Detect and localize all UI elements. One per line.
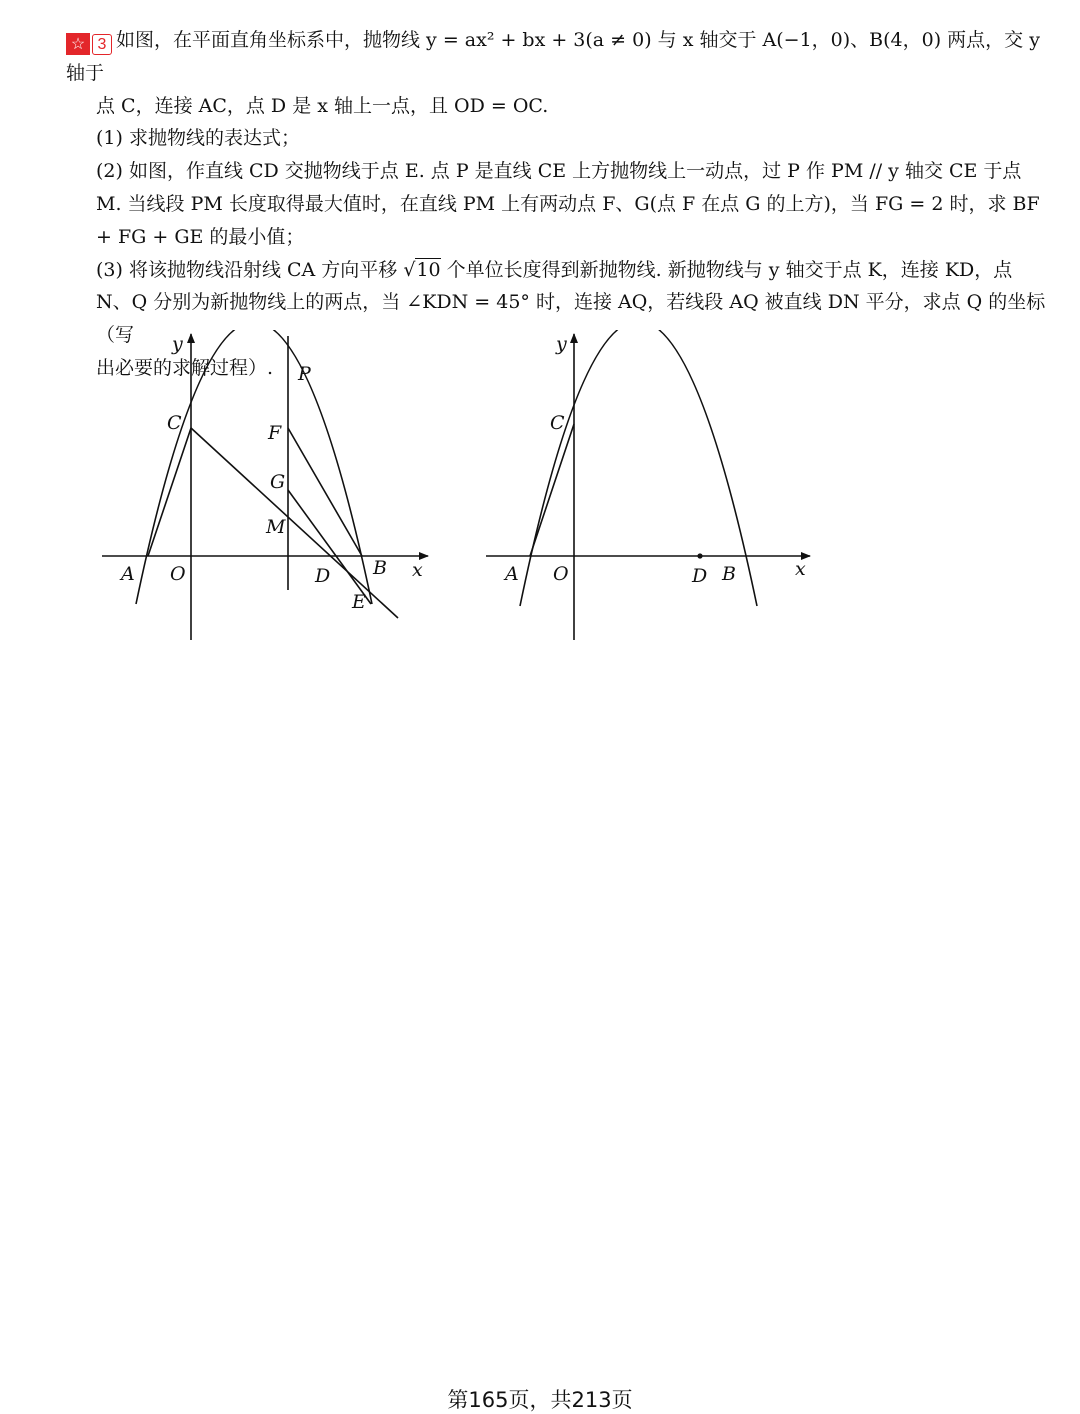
part-3-line-1	[66, 254, 1056, 287]
fig2-label-x: x	[795, 558, 806, 580]
intro-line-1: 如图，在平面直角坐标系中，抛物线 y = ax² + bx + 3(a ≠ 0) 与 x 轴交于 A(−1，0)、B(4，0) 两点，交 y 轴于	[66, 29, 1040, 84]
problem-badge	[66, 32, 112, 54]
fig1-label-y: y	[172, 333, 183, 355]
fig1-label-x: x	[412, 559, 423, 581]
fig1-label-b: B	[373, 557, 387, 579]
part-2-line-2: M. 当线段 PM 长度取得最大值时，在直线 PM 上有两动点 F、G(点 F 在点 G 的上方)，当 FG = 2 时，求 BF	[96, 192, 1040, 215]
part-3-line-2: N、Q 分别为新抛物线上的两点，当 ∠KDN = 45° 时，连接 AQ，若线段 AQ 被直线 DN 平分，求点 Q 的坐标（写	[96, 291, 1046, 347]
fig1-line-ce	[191, 428, 398, 618]
fig1-segment-ac	[148, 428, 191, 556]
sqrt-radicand: 10	[416, 258, 441, 281]
fig1-label-m: M	[266, 516, 286, 538]
fig2-label-d: D	[692, 565, 708, 587]
intro-line-2: 点 C，连接 AC，点 D 是 x 轴上一点，且 OD = OC.	[96, 94, 549, 117]
fig1-label-o: O	[170, 563, 186, 585]
part-3-line-3: 出必要的求解过程）.	[96, 356, 274, 379]
figure-1	[98, 330, 438, 650]
fig2-label-c: C	[550, 412, 565, 434]
fig1-label-a: A	[121, 563, 135, 585]
part-3-after-sqrt: 个单位长度得到新抛物线. 新抛物线与 y 轴交于点 K，连接 KD，点	[440, 258, 1013, 281]
problem-number: 3	[92, 34, 112, 55]
page-footer: 第165页，共213页	[447, 1388, 633, 1412]
fig1-label-f: F	[268, 422, 282, 444]
fig1-label-d: D	[315, 565, 331, 587]
fig2-label-y: y	[556, 333, 567, 355]
fig1-label-c: C	[167, 412, 182, 434]
part-2-line-3: + FG + GE 的最小值；	[96, 225, 305, 248]
part-2-line-1: (2) 如图，作直线 CD 交抛物线于点 E. 点 P 是直线 CE 上方抛物线上一动点，过 P 作 PM // y 轴交 CE 于点	[96, 160, 1022, 183]
fig2-label-a: A	[505, 563, 519, 585]
star-icon: ☆	[66, 33, 90, 55]
fig2-label-o: O	[553, 563, 569, 585]
part-3-before-sqrt: (3) 将该抛物线沿射线 CA 方向平移	[96, 258, 404, 281]
fig1-label-p: P	[298, 363, 311, 385]
fig2-label-b: B	[722, 563, 736, 585]
figure-2	[482, 330, 822, 650]
fig2-point-d	[697, 553, 702, 558]
fig1-label-g: G	[270, 471, 286, 493]
sqrt-expression: √10	[403, 258, 441, 281]
fig2-segment-ac	[530, 424, 574, 556]
part-1: (1) 求抛物线的表达式；	[96, 127, 300, 150]
fig1-label-e: E	[352, 591, 366, 613]
problem-intro	[66, 24, 1056, 90]
fig1-segment-bf	[288, 428, 362, 556]
